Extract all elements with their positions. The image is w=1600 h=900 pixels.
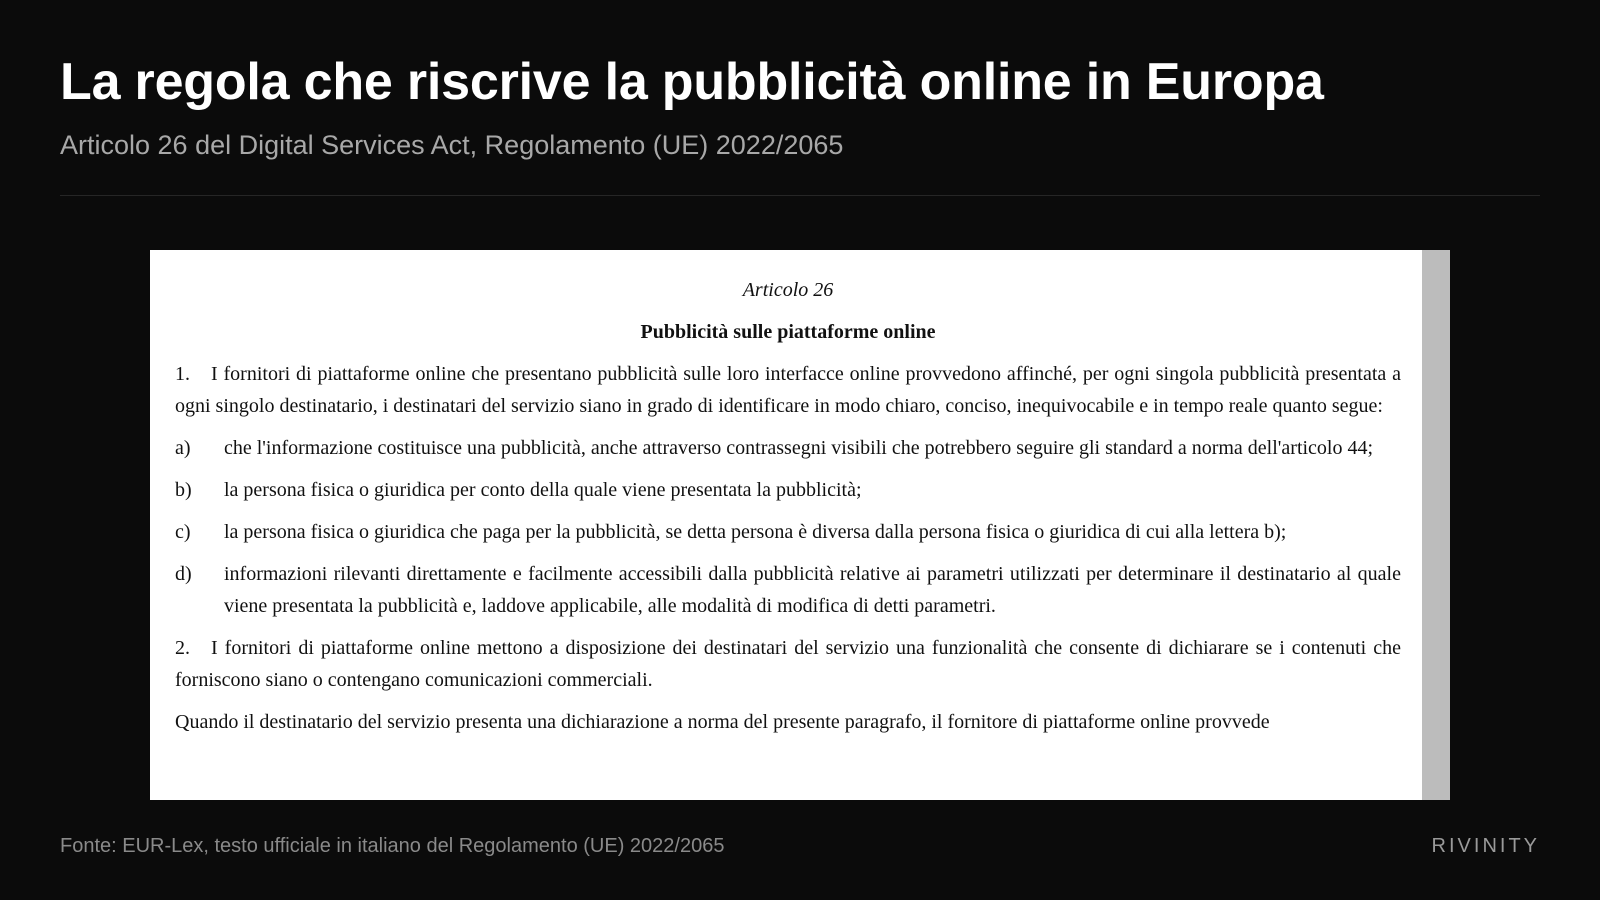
paragraph-1-number: 1. xyxy=(175,363,190,385)
page-title: La regola che riscrive la pubblicità online in Europa xyxy=(60,53,1324,111)
list-item-a xyxy=(175,432,1401,464)
paragraph-1-text: I fornitori di piattaforme online che presentano pubblicità sulle loro interfacce online provvedono affinché, per ogni singola pubblicità presentata a ogni singolo destinatario, i destinatari del servizio siano in grado di identificare in modo chiaro, conciso, inequivocabile e in tempo reale quanto segue: xyxy=(175,363,1401,417)
list-item-c xyxy=(175,516,1401,548)
list-item-letter: d) xyxy=(175,563,192,585)
list-item-text: la persona fisica o giuridica per conto della quale viene presentata la pubblicità; xyxy=(224,479,862,501)
paragraph-3-partial: Quando il destinatario del servizio presenta una dichiarazione a norma del presente paragrafo, il fornitore di piattaforme online provvede xyxy=(175,711,1270,733)
paragraph-2 xyxy=(175,632,1401,696)
article-number: Articolo 26 xyxy=(742,279,834,301)
brand-logo: RIVINITY xyxy=(1431,835,1540,857)
document-excerpt xyxy=(150,250,1450,800)
paragraph-2-text: I fornitori di piattaforme online mettono a disposizione dei destinatari del servizio una funzionalità che consente di dichiarare se i contenuti che forniscono siano o contengano comunicazioni commerciali. xyxy=(175,637,1401,691)
source-note: Fonte: EUR-Lex, testo ufficiale in italiano del Regolamento (UE) 2022/2065 xyxy=(60,835,725,857)
paragraph-2-number: 2. xyxy=(175,637,190,659)
list-item-letter: b) xyxy=(175,479,192,501)
page-subtitle: Articolo 26 del Digital Services Act, Regolamento (UE) 2022/2065 xyxy=(60,130,844,160)
list-item-b xyxy=(175,474,1401,506)
document-scrollbar[interactable] xyxy=(1422,250,1450,800)
list-item-text: informazioni rilevanti direttamente e facilmente accessibili dalla pubblicità relative ai parametri utilizzati per determinare il destinatario al quale viene presentata la pubblicità e, laddove applicabile, alle modalità di modifica di detti parametri. xyxy=(224,563,1401,617)
list-item-letter: c) xyxy=(175,521,191,543)
list-item-letter: a) xyxy=(175,437,191,459)
document-content xyxy=(175,274,1401,748)
list-item-text: che l'informazione costituisce una pubblicità, anche attraverso contrassegni visibili che potrebbero seguire gli standard a norma dell'articolo 44; xyxy=(224,437,1374,459)
paragraph-1 xyxy=(175,358,1401,422)
article-heading: Pubblicità sulle piattaforme online xyxy=(640,321,936,343)
list-item-d xyxy=(175,558,1401,622)
list-item-text: la persona fisica o giuridica che paga per la pubblicità, se detta persona è diversa dalla persona fisica o giuridica di cui alla lettera b); xyxy=(224,521,1287,543)
header-divider xyxy=(60,195,1540,196)
